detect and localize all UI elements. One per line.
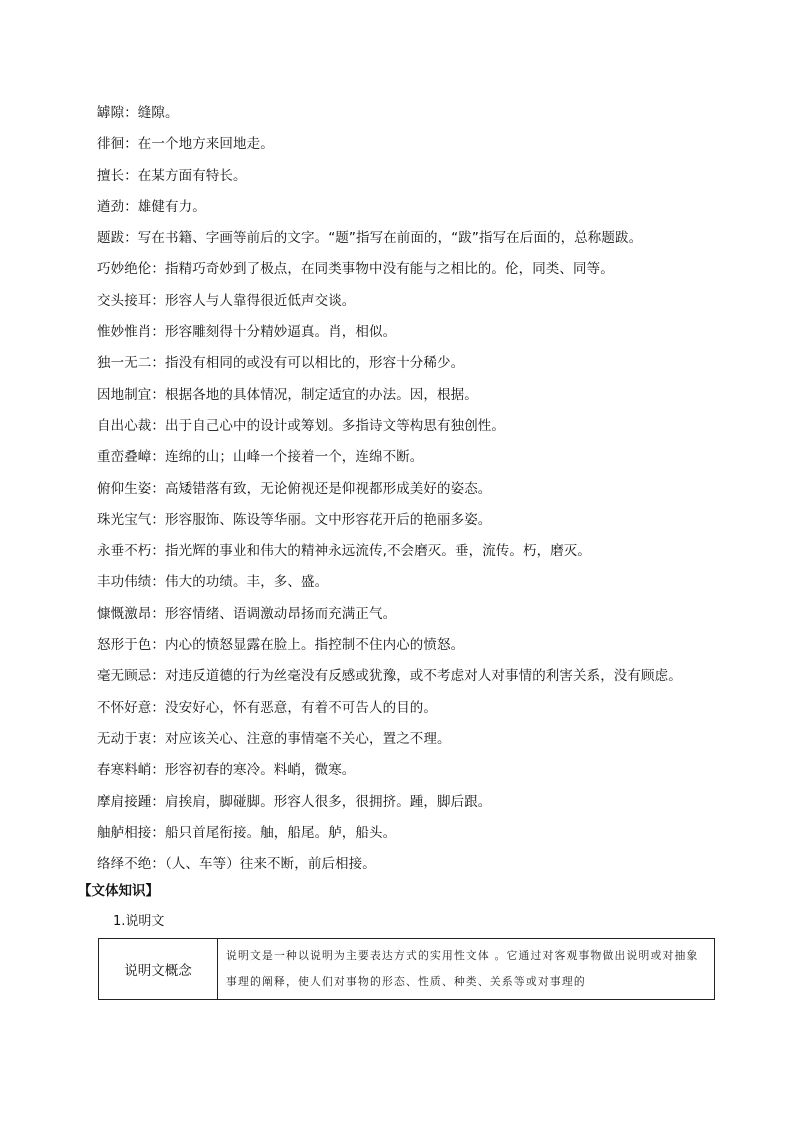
vocab-item: 重峦叠嶂：连绵的山；山峰一个接着一个，连绵不断。: [97, 449, 424, 466]
vocab-item: 交头接耳：形容人与人靠得很近低声交谈。: [97, 292, 356, 309]
table-label-cell: [99, 939, 218, 999]
vocab-item: 巧妙绝伦：指精巧奇妙到了极点，在同类事物中没有能与之相比的。伦，同类、同等。: [97, 261, 614, 278]
vocab-item: 无动于衷：对应该关心、注意的事情毫不关心，置之不理。: [97, 730, 451, 747]
vocab-item: 惟妙惟肖：形容雕刻得十分精妙逼真。肖，相似。: [97, 324, 397, 341]
vocab-item: 珠光宝气：形容服饰、陈设等华丽。文中形容花开后的艳丽多姿。: [97, 511, 492, 528]
vocab-item: 自出心裁：出于自己心中的设计或筹划。多指诗文等构思有独创性。: [97, 417, 505, 434]
vocabulary-list: [97, 98, 737, 880]
vocab-item: 因地制宜：根据各地的具体情况，制定适宜的办法。因，根据。: [97, 386, 478, 403]
vocab-item: 络绎不绝：（人、车等）往来不断，前后相接。: [97, 856, 376, 873]
vocab-item: 徘徊：在一个地方来回地走。: [97, 136, 274, 153]
vocab-item: 遒劲：雄健有力。: [97, 198, 206, 215]
vocab-item: 题跋：写在书籍、字画等前后的文字。“题”指写在前面的，“跋”指写在后面的，总称题跋。: [97, 230, 643, 247]
vocab-item: 擅长：在某方面有特长。: [97, 167, 247, 184]
vocab-item: 俯仰生姿：高矮错落有致，无论俯视还是仰视都形成美好的姿态。: [97, 480, 492, 497]
section-heading: 【文体知识】: [78, 883, 159, 899]
vocab-item: 毫无顾忌：对违反道德的行为丝毫没有反感或犹豫，或不考虑对人对事情的利害关系，没有顾虑。: [97, 668, 682, 685]
vocab-item: 不怀好意：没安好心，怀有恶意，有着不可告人的目的。: [97, 699, 437, 716]
vocab-item: 怒形于色：内心的愤怒显露在脸上。指控制不住内心的愤怒。: [97, 637, 465, 654]
vocab-item: 永垂不朽：指光辉的事业和伟大的精神永远流传,不会磨灭。垂，流传。朽，磨灭。: [97, 543, 591, 560]
table-label: 说明文概念: [124, 963, 192, 979]
vocab-item: 丰功伟绩：伟大的功绩。丰，多、盛。: [97, 574, 329, 591]
vocab-item: 罅隙：缝隙。: [97, 105, 179, 121]
vocab-item: 慷慨激昂：形容情绪、语调激动昂扬而充满正气。: [97, 605, 397, 622]
vocab-item: 春寒料峭：形容初春的寒冷。料峭，微寒。: [97, 762, 356, 779]
table-content-cell: 说明文是一种以说明为主要表达方式的实用性文体 。它通过对客观事物做出说明或对抽象事理的阐释，使人们对事物的形态、性质、种类、关系等或对事理的: [226, 949, 699, 988]
vocab-item: 舳舻相接：船只首尾衔接。舳，船尾。舻，船头。: [97, 824, 397, 841]
vocab-item: 独一无二：指没有相同的或没有可以相比的，形容十分稀少。: [97, 355, 465, 372]
subsection-heading: 1.说明文: [113, 914, 165, 929]
vocab-item: 摩肩接踵：肩挨肩，脚碰脚。形容人很多，很拥挤。踵，脚后跟。: [97, 793, 492, 810]
concept-table: [98, 938, 715, 1000]
